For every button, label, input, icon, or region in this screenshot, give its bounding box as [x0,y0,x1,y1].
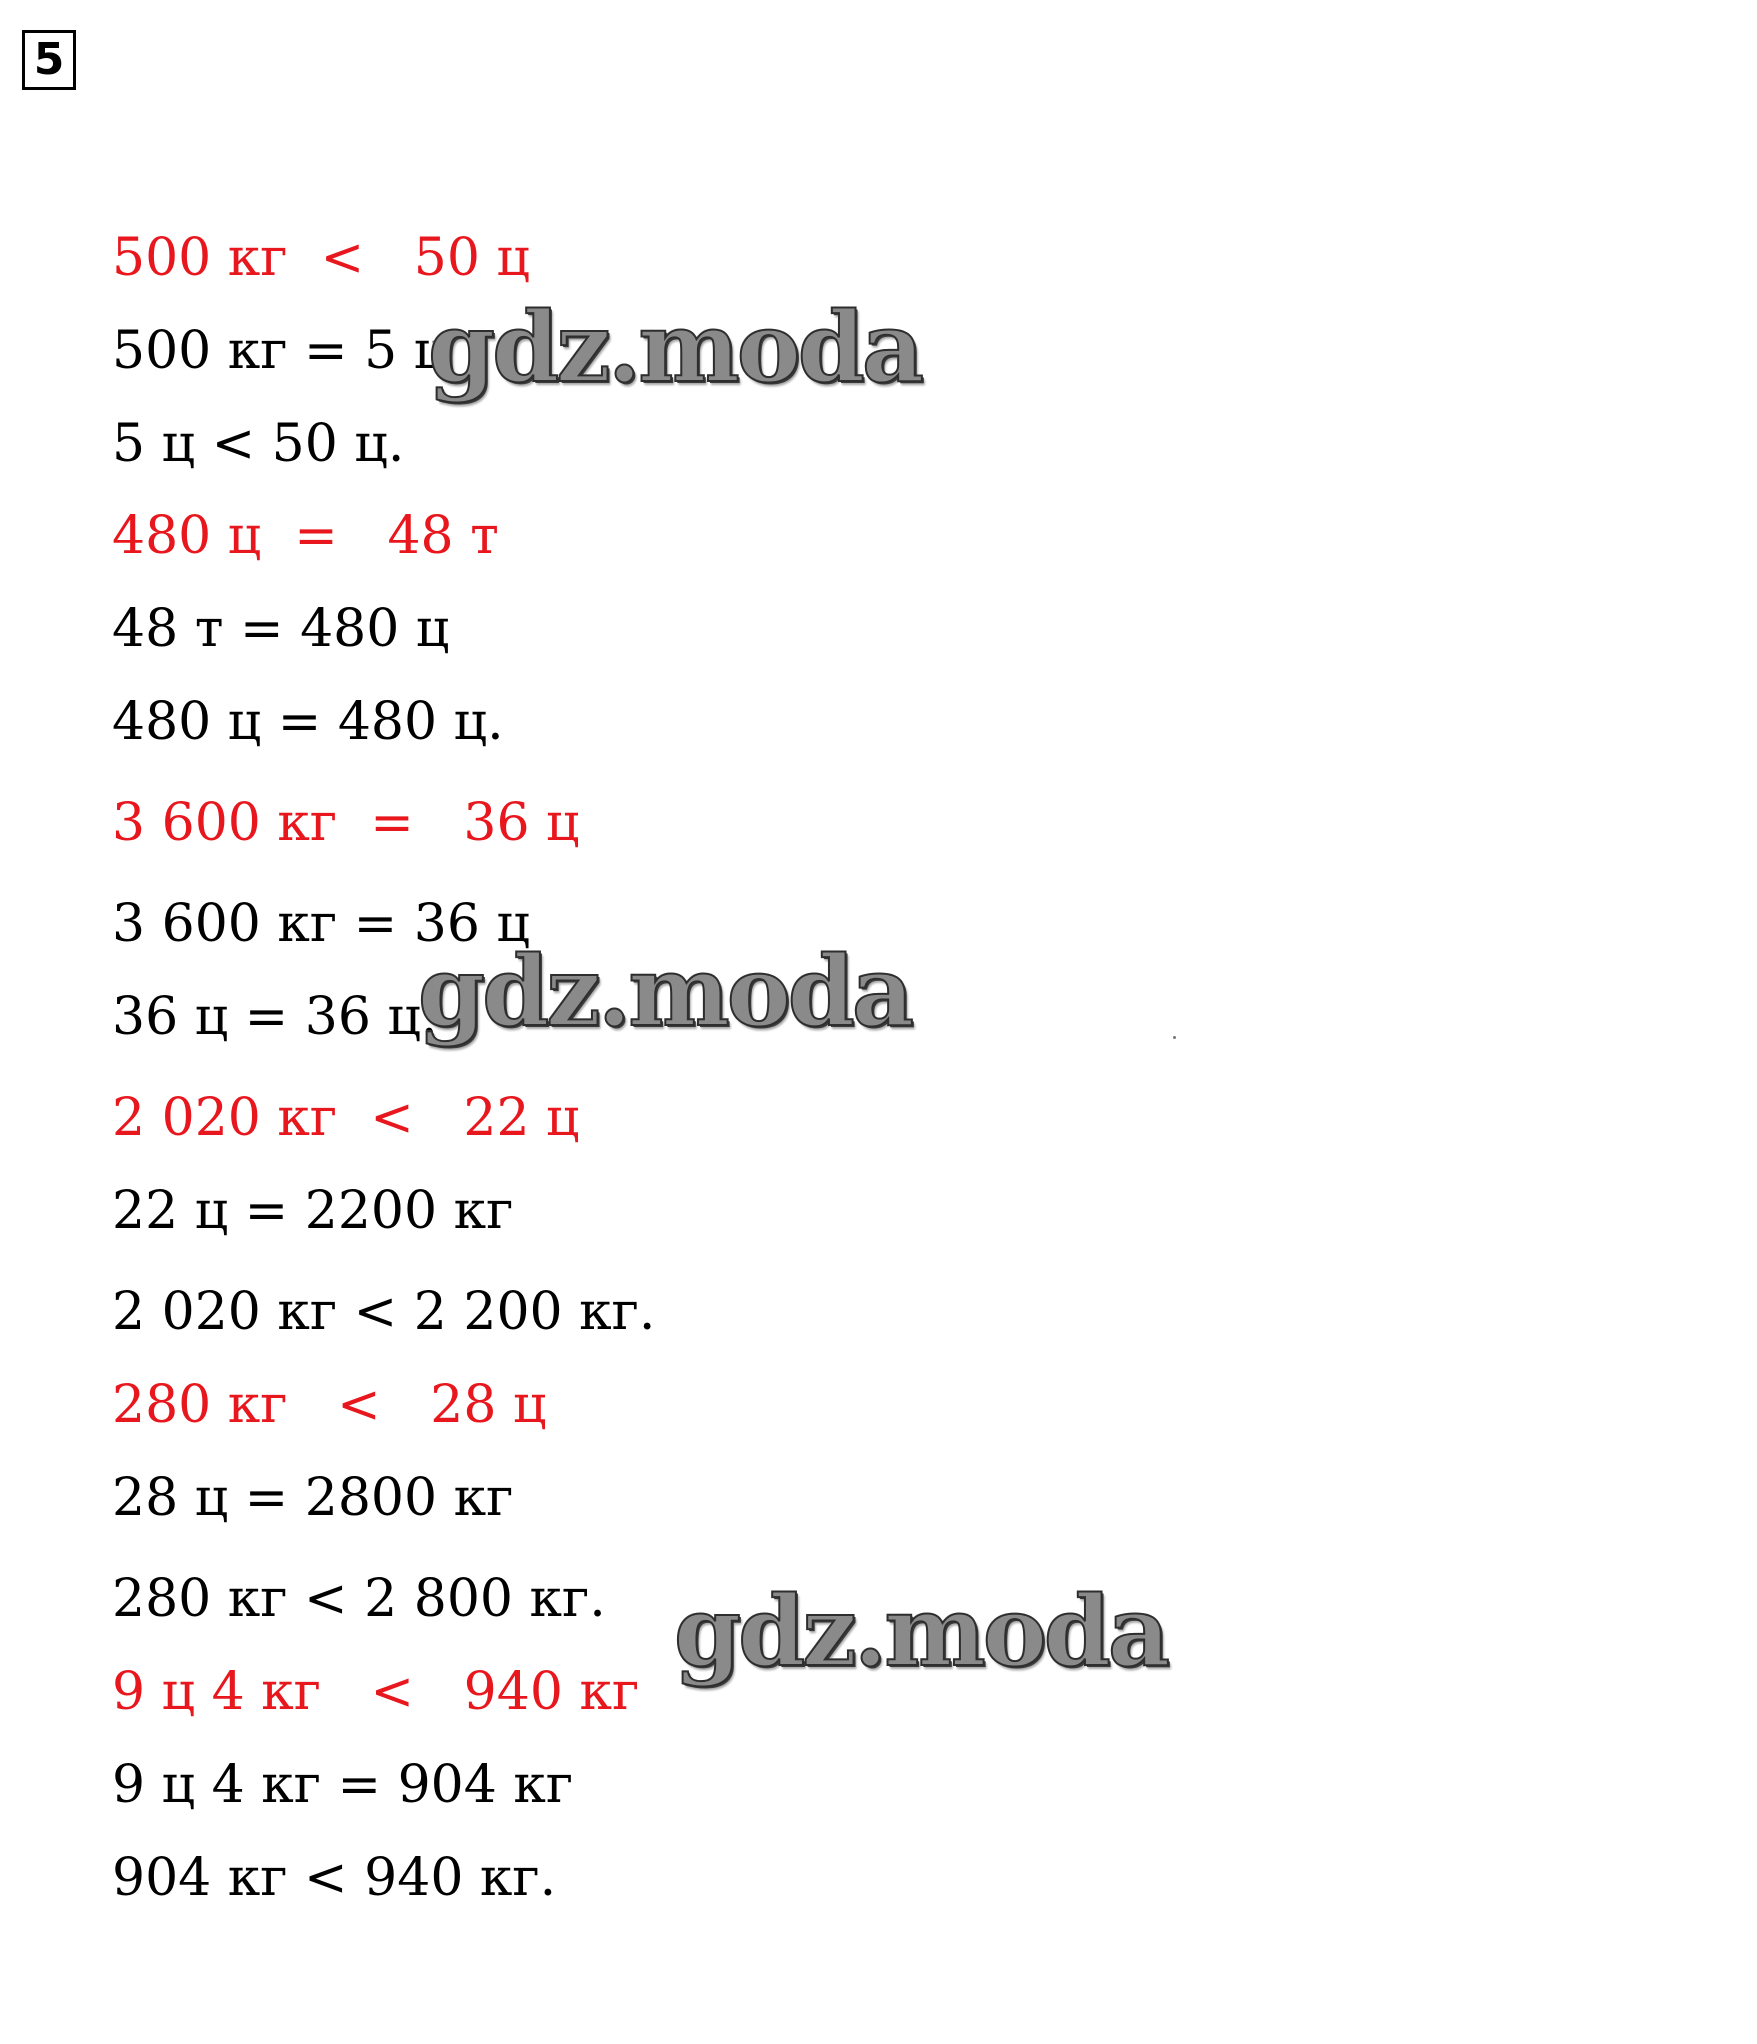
solution-line-3b: 36 ц = 36 ц. [112,987,438,1047]
solution-line-6b: 904 кг < 940 кг. [112,1848,557,1908]
solution-line-4a: 22 ц = 2200 кг [112,1181,514,1241]
answer-line-1: 500 кг < 50 ц [112,228,530,288]
solution-line-1a: 500 кг = 5 ц [112,321,448,381]
solution-line-5b: 280 кг < 2 800 кг. [112,1569,606,1629]
watermark-logo: gdz.moda [428,291,922,404]
solution-line-5a: 28 ц = 2800 кг [112,1468,514,1528]
watermark-logo: gdz.moda [674,1575,1168,1688]
solution-line-6a: 9 ц 4 кг = 904 кг [112,1755,574,1815]
task-number: 5 [33,34,65,85]
answer-line-3: 3 600 кг = 36 ц [112,793,580,853]
task-number-box [22,30,76,90]
solution-line-3a: 3 600 кг = 36 ц [112,894,530,954]
answer-line-6: 9 ц 4 кг < 940 кг [112,1662,640,1722]
answer-line-4: 2 020 кг < 22 ц [112,1088,580,1148]
solution-line-4b: 2 020 кг < 2 200 кг. [112,1282,656,1342]
answer-line-2: 480 ц = 48 т [112,506,499,566]
scan-speck [1173,1036,1176,1039]
solution-line-2a: 48 т = 480 ц [112,599,450,659]
solution-line-2b: 480 ц = 480 ц. [112,692,504,752]
answer-line-5: 280 кг < 28 ц [112,1375,547,1435]
watermark-logo: gdz.moda [418,935,912,1048]
solution-line-1b: 5 ц < 50 ц. [112,414,405,474]
